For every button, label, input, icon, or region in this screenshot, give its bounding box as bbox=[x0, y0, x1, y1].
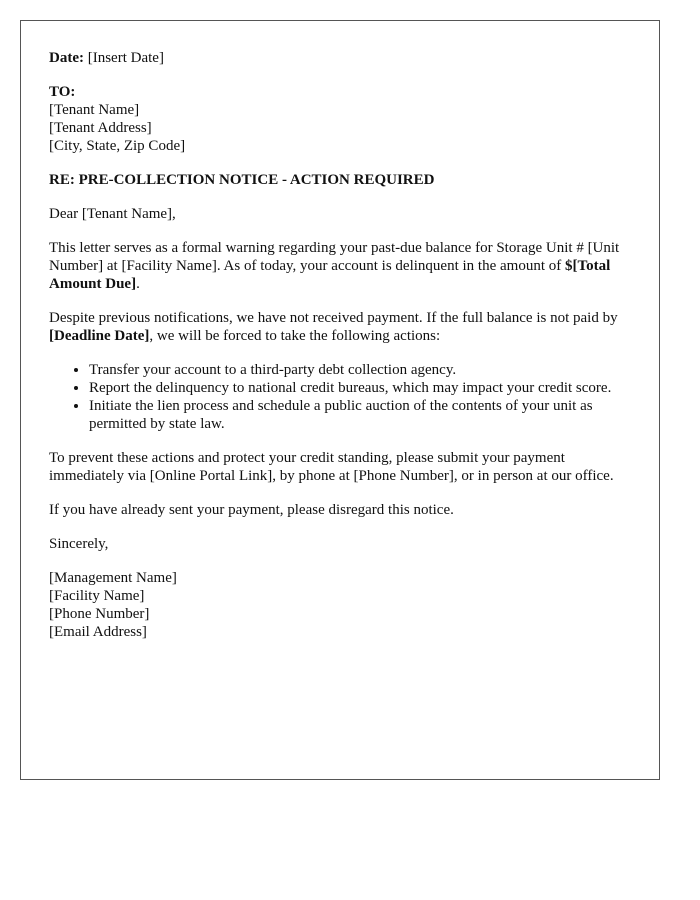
signature-phone-number: [Phone Number] bbox=[49, 606, 150, 622]
action-item-lien-auction: • Initiate the lien process and schedule a public auction of the contents of your unit as permitted by state law. bbox=[89, 397, 631, 433]
paragraph-deadline-after: , we will be forced to take the following actions: bbox=[149, 328, 441, 344]
action-item-credit-bureaus: • Report the delinquency to national credit bureaus, which may impact your credit score. bbox=[89, 379, 631, 397]
closing: Sincerely, bbox=[49, 536, 109, 552]
paragraph-payment-options: To prevent these actions and protect your credit standing, please submit your payment immediately via [Online Portal Link], by phone at [Phone Number], or in person at our office. bbox=[49, 450, 614, 484]
paragraph-deadline-before: Despite previous notifications, we have not received payment. If the full balance is not paid by bbox=[49, 310, 618, 326]
actions-list bbox=[49, 361, 631, 433]
subject-line: RE: PRE-COLLECTION NOTICE - ACTION REQUIRED bbox=[49, 172, 435, 188]
recipient-block bbox=[49, 83, 631, 155]
paragraph-warning-text: This letter serves as a formal warning regarding your past-due balance for Storage Unit # [Unit Number] at [Facility Name]. As of today, your account is delinquent in the amount of bbox=[49, 240, 620, 274]
total-amount-due: $[Total Amount Due] bbox=[49, 258, 611, 292]
signature-email-address: [Email Address] bbox=[49, 624, 147, 640]
tenant-city-state-zip: [City, State, Zip Code] bbox=[49, 138, 186, 154]
date-line bbox=[49, 49, 631, 67]
tenant-address: [Tenant Address] bbox=[49, 120, 152, 136]
letter-page bbox=[20, 20, 660, 780]
paragraph-deadline bbox=[49, 309, 631, 345]
signature-management-name: [Management Name] bbox=[49, 570, 177, 586]
paragraph-disregard: If you have already sent your payment, please disregard this notice. bbox=[49, 502, 454, 518]
paragraph-warning bbox=[49, 239, 631, 293]
deadline-date: [Deadline Date] bbox=[49, 328, 150, 344]
to-label: TO: bbox=[49, 84, 76, 100]
salutation: Dear [Tenant Name], bbox=[49, 206, 176, 222]
action-item-collection: • Transfer your account to a third-party debt collection agency. bbox=[89, 361, 631, 379]
paragraph-warning-end: . bbox=[136, 276, 140, 292]
signature-block bbox=[49, 569, 631, 641]
date-label: Date: bbox=[49, 50, 84, 66]
date-value: [Insert Date] bbox=[83, 50, 164, 66]
tenant-name: [Tenant Name] bbox=[49, 102, 140, 118]
signature-facility-name: [Facility Name] bbox=[49, 588, 145, 604]
